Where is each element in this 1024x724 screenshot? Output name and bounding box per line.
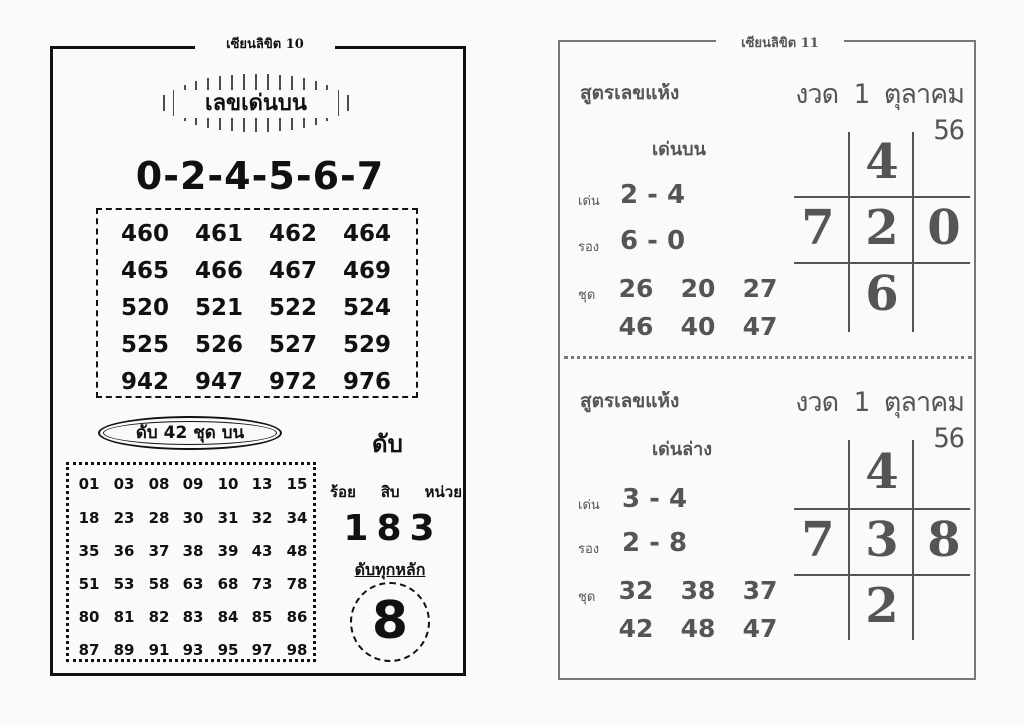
three-digit-number: 976 (342, 369, 391, 395)
three-digit-row (98, 216, 416, 253)
two-digit-number: 48 (286, 542, 308, 560)
cross-1-line (794, 262, 970, 264)
three-digit-number: 465 (120, 258, 169, 284)
cross-2-bottom: 2 (865, 578, 899, 634)
two-digit-number: 51 (78, 575, 100, 593)
cross-1-bottom: 6 (865, 266, 899, 322)
cross-2-center: 3 (865, 512, 899, 568)
three-digit-number: 526 (194, 332, 243, 358)
section-1-lead-pair: 2 - 4 (620, 180, 686, 210)
three-digit-number: 460 (120, 221, 169, 247)
two-digit-number: 34 (286, 509, 308, 527)
three-digit-number: 464 (342, 221, 391, 247)
two-digit-number: 23 (113, 509, 135, 527)
two-digit-number: 81 (113, 608, 135, 626)
two-digit-number: 18 (78, 509, 100, 527)
three-digit-number: 467 (268, 258, 317, 284)
section-2-lead-pair: 3 - 4 (622, 484, 688, 514)
cross-1-right: 0 (927, 200, 961, 256)
dab-all-label: ดับทุกหลัก (354, 560, 426, 579)
two-digit-number: 03 (113, 475, 135, 493)
section-2-set-number: 48 (680, 614, 716, 643)
two-digit-number: 10 (217, 475, 239, 493)
three-digit-number: 524 (342, 295, 391, 321)
three-digit-grid (96, 208, 418, 398)
section-2-subtitle: เด่นล่าง (652, 439, 713, 460)
three-digit-number: 522 (268, 295, 317, 321)
cross-2-top: 4 (865, 444, 899, 500)
section-2-title: สูตรเลขแห้ง (580, 390, 680, 412)
place-header-hundreds: ร้อย (330, 483, 356, 501)
two-digit-number: 84 (217, 608, 239, 626)
three-digit-number: 947 (194, 369, 243, 395)
three-digit-number: 942 (120, 369, 169, 395)
section-2-set-number: 47 (742, 614, 778, 643)
two-digit-number: 82 (148, 608, 170, 626)
badge-label: เลขเด่นบน (174, 90, 338, 118)
section-1-title: สูตรเลขแห้ง (580, 82, 680, 104)
three-digit-number: 521 (194, 295, 243, 321)
two-digit-number: 37 (148, 542, 170, 560)
right-page-header: เซียนลิขิต 11 (716, 32, 844, 53)
three-digit-row (98, 253, 416, 290)
place-header-units: หน่วย (424, 483, 462, 501)
place-headers (330, 480, 462, 504)
section-2-set-number: 38 (680, 576, 716, 605)
dab-all-digit: 8 (350, 582, 430, 662)
section-2-lead-label: เด่น (578, 498, 600, 513)
two-digit-number: 86 (286, 608, 308, 626)
two-digit-number: 83 (182, 608, 204, 626)
two-digit-number: 09 (182, 475, 204, 493)
section-1-set-number: 26 (618, 274, 654, 303)
two-digit-number: 31 (217, 509, 239, 527)
section-1-set-label: ชุด (578, 288, 596, 303)
section-divider (564, 356, 972, 359)
two-digit-number: 80 (78, 608, 100, 626)
three-digit-row (98, 327, 416, 364)
two-digit-number: 43 (251, 542, 273, 560)
two-digit-number: 53 (113, 575, 135, 593)
place-header-tens: สิบ (380, 483, 400, 501)
dab-number: 183 (343, 508, 443, 549)
section-2-second-label: รอง (578, 542, 600, 557)
three-digit-number: 466 (194, 258, 243, 284)
two-digit-number: 98 (286, 641, 308, 659)
section-1-set-number: 20 (680, 274, 716, 303)
two-digit-number: 63 (182, 575, 204, 593)
section-1-second-label: รอง (578, 240, 600, 255)
left-page-header: เซียนลิขิต 10 (195, 33, 335, 54)
section-1-subtitle: เด่นบน (652, 139, 706, 160)
cross-2-line (794, 508, 970, 510)
section-1-lead-label: เด่น (578, 194, 600, 209)
two-digit-number: 93 (182, 641, 204, 659)
two-digit-number: 87 (78, 641, 100, 659)
section-2-second-pair: 2 - 8 (622, 528, 688, 558)
three-digit-number: 525 (120, 332, 169, 358)
three-digit-number: 469 (342, 258, 391, 284)
two-digit-number: 35 (78, 542, 100, 560)
cross-1-top: 4 (865, 134, 899, 190)
two-digit-number: 39 (217, 542, 239, 560)
three-digit-number: 529 (342, 332, 391, 358)
section-2-set-number: 42 (618, 614, 654, 643)
two-digit-number: 85 (251, 608, 273, 626)
two-digit-number: 28 (148, 509, 170, 527)
two-digit-number: 13 (251, 475, 273, 493)
three-digit-number: 527 (268, 332, 317, 358)
three-digit-row (98, 290, 416, 327)
two-digit-number: 58 (148, 575, 170, 593)
two-digit-number: 68 (217, 575, 239, 593)
cross-2-line (794, 574, 970, 576)
section-2-set-number: 37 (742, 576, 778, 605)
two-digit-number: 15 (286, 475, 308, 493)
two-digit-number: 08 (148, 475, 170, 493)
three-digit-number: 462 (268, 221, 317, 247)
section-1-set-number: 47 (742, 312, 778, 341)
section-2-date: งวด 1 ตุลาคม 56 (795, 387, 964, 454)
section-2-set-number: 32 (618, 576, 654, 605)
section-1-set-number: 27 (742, 274, 778, 303)
section-2-set-label: ชุด (578, 590, 596, 605)
two-digit-number: 91 (148, 641, 170, 659)
two-digit-number: 89 (113, 641, 135, 659)
section-1-date: งวด 1 ตุลาคม 56 (795, 79, 964, 146)
two-digit-grid (66, 462, 316, 662)
three-digit-number: 520 (120, 295, 169, 321)
two-digit-number: 38 (182, 542, 204, 560)
dab-label: ดับ (372, 430, 403, 458)
two-digit-number: 73 (251, 575, 273, 593)
two-digit-number: 36 (113, 542, 135, 560)
three-digit-row (98, 364, 416, 401)
top-numbers-badge (152, 70, 360, 136)
two-digit-number: 95 (217, 641, 239, 659)
cross-1-center: 2 (865, 200, 899, 256)
dab-42-pill: ดับ 42 ชุด บน (98, 416, 282, 450)
three-digit-number: 461 (194, 221, 243, 247)
three-digit-number: 972 (268, 369, 317, 395)
two-digit-number: 01 (78, 475, 100, 493)
section-1-set-number: 46 (618, 312, 654, 341)
section-1-second-pair: 6 - 0 (620, 226, 686, 256)
two-digit-number: 78 (286, 575, 308, 593)
main-digits: 0-2-4-5-6-7 (135, 154, 385, 198)
section-1-set-number: 40 (680, 312, 716, 341)
two-digit-number: 97 (251, 641, 273, 659)
cross-2-left: 7 (801, 512, 835, 568)
cross-1-line (794, 196, 970, 198)
cross-1-left: 7 (801, 200, 835, 256)
two-digit-number: 32 (251, 509, 273, 527)
two-digit-number: 30 (182, 509, 204, 527)
cross-2-right: 8 (927, 512, 961, 568)
